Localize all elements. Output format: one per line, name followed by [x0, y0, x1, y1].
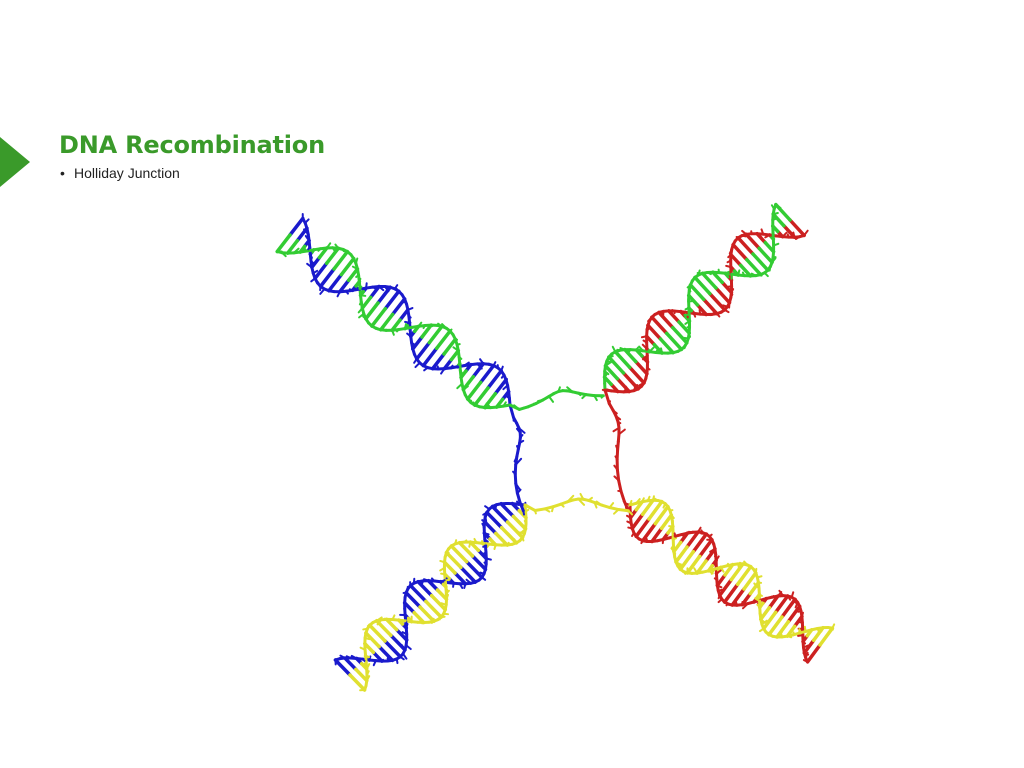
atom-stick: [602, 396, 604, 398]
atom-stick: [804, 231, 808, 236]
base-pair-stick: [329, 275, 341, 291]
base-pair-stick: [362, 297, 370, 308]
base-pair-stick: [385, 291, 398, 308]
base-pair-stick: [429, 326, 442, 342]
crossover-strand: [619, 510, 629, 511]
base-pair-stick: [277, 235, 290, 252]
section-arrow-icon: [0, 137, 30, 187]
base-pair-stick: [468, 382, 481, 399]
base-pair-stick: [717, 575, 725, 585]
base-pair-stick: [632, 514, 642, 528]
base-pair-stick: [381, 314, 393, 329]
base-pair-stick: [485, 394, 496, 408]
crossover-strand: [605, 390, 609, 404]
atom-stick: [523, 511, 524, 515]
base-pair-stick: [297, 228, 307, 240]
base-pair-stick: [356, 669, 367, 680]
bullet-dot: •: [60, 165, 65, 181]
bullet-item: [60, 165, 180, 181]
base-pair-stick: [495, 380, 506, 394]
base-pair-stick: [636, 362, 647, 374]
base-pair-stick: [366, 303, 378, 319]
bullet-text: Holliday Junction: [74, 165, 180, 181]
holliday-junction-figure: [260, 175, 880, 715]
base-pair-stick: [731, 255, 741, 266]
base-pair-stick: [484, 522, 495, 534]
base-pair-stick: [327, 248, 339, 263]
base-pair-stick: [290, 218, 303, 235]
base-pair-stick: [475, 388, 488, 405]
base-pair-stick: [423, 348, 436, 365]
base-pair-stick: [417, 343, 430, 359]
base-pair-stick: [488, 371, 501, 388]
base-pair-stick: [334, 252, 347, 269]
bullet-list: [60, 165, 180, 181]
base-pair-stick: [648, 325, 661, 339]
base-pair-stick: [341, 259, 353, 275]
crossover-strand: [619, 480, 621, 491]
slide-title: DNA Recombination: [59, 131, 325, 159]
base-pair-stick: [481, 366, 494, 383]
base-pair-stick: [393, 299, 405, 314]
base-pair-stick: [761, 608, 770, 620]
base-pair-stick: [349, 269, 358, 280]
base-pair-stick: [400, 310, 408, 320]
base-pair-stick: [451, 351, 458, 360]
base-pair-stick: [437, 331, 450, 348]
dna-structure-image: [260, 175, 880, 715]
base-pair-stick: [321, 269, 334, 286]
base-pair-stick: [513, 516, 525, 529]
